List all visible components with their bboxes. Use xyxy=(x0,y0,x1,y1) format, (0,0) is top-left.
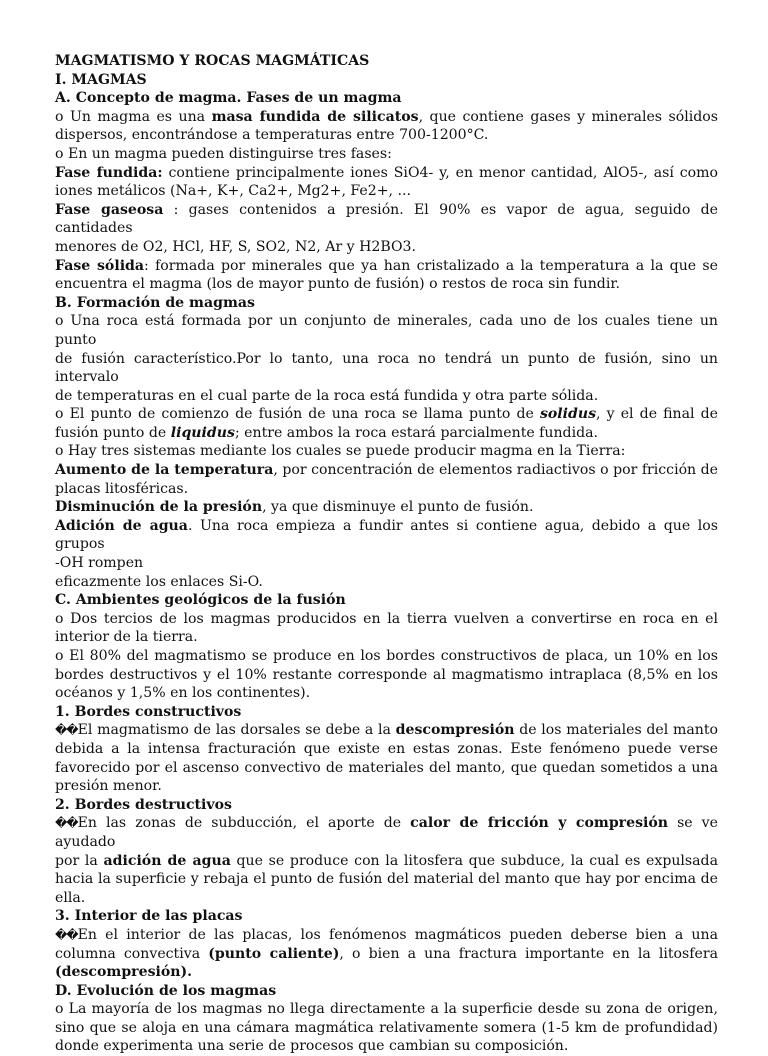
phase-solida-line: Fase sólida: formada por minerales que ya han cristalizado a la temperatura a la que se xyxy=(55,257,718,274)
heading-bordes-constructivos: 1. Bordes constructivos xyxy=(55,703,242,720)
subsection-heading-c: C. Ambientes geológicos de la fusión xyxy=(55,592,346,609)
document-title: MAGMATISMO Y ROCAS MAGMÁTICAS xyxy=(55,53,370,69)
paragraph-line: o En un magma pueden distinguirse tres fases: xyxy=(55,145,392,162)
paragraph-line: donde experimenta una serie de procesos que cambian su composición. xyxy=(55,1038,569,1055)
paragraph-line: columna convectiva (punto caliente), o bien a una fractura importante en la litosfera xyxy=(55,945,718,962)
paragraph-line: o Un magma es una masa fundida de silicatos, que contiene gases y minerales sólidos xyxy=(55,108,718,125)
missing-glyph-icon: �� xyxy=(55,723,78,738)
phase-gaseosa-line: Fase gaseosa : gases contenidos a presión. El 90% es vapor de agua, seguido de cantidades xyxy=(55,201,719,237)
paragraph-line: ��El magmatismo de las dorsales se debe a la descompresión de los materiales del manto xyxy=(55,722,718,739)
paragraph-line: o Dos tercios de los magmas producidos en la tierra vuelven a convertirse en roca en el xyxy=(55,610,718,627)
subsection-heading-b: B. Formación de magmas xyxy=(55,294,255,311)
paragraph-line: o El 80% del magmatismo se produce en los bordes constructivos de placa, un 10% en los xyxy=(55,648,718,664)
paragraph-line: eficazmente los enlaces Si-O. xyxy=(55,573,263,590)
paragraph-line: interior de la tierra. xyxy=(55,629,198,646)
paragraph-line: -OH rompen xyxy=(55,555,144,572)
heading-interior-placas: 3. Interior de las placas xyxy=(55,908,243,925)
paragraph-line: dispersos, encontrándose a temperaturas entre 700-1200°C. xyxy=(55,127,489,144)
paragraph-line: o El punto de comienzo de fusión de una roca se llama punto de solidus, y el de final de xyxy=(55,406,719,423)
phase-fundida-line: Fase fundida: contiene principalmente iones SiO4- y, en menor cantidad, AlO5-, así como xyxy=(55,164,718,181)
paragraph-line: hacia la superficie y rebaja el punto de fusión del material del manto que hay por encima de xyxy=(55,871,718,888)
paragraph-line: o La mayoría de los magmas no llega directamente a la superficie desde su zona de origen, xyxy=(55,1001,718,1018)
paragraph-line: encuentra el magma (los de mayor punto de fusión) o restos de roca sin fundir. xyxy=(55,276,620,293)
paragraph-line: de temperaturas en el cual parte de la roca está fundida y otra parte sólida. xyxy=(55,387,599,404)
paragraph-line: ella. xyxy=(55,889,86,906)
section-heading-magmas: I. MAGMAS xyxy=(55,71,147,88)
paragraph-line: de fusión característico.Por lo tanto, una roca no tendrá un punto de fusión, sino un intervalo xyxy=(55,350,718,386)
paragraph-line: placas litosféricas. xyxy=(55,480,189,497)
missing-glyph-icon: �� xyxy=(55,927,78,942)
mechanism-pressure-line: Disminución de la presión, ya que disminuye el punto de fusión. xyxy=(55,499,534,516)
paragraph-line: menores de O2, HCl, HF, S, SO2, N2, Ar y H2BO3. xyxy=(55,238,416,255)
paragraph-line: presión menor. xyxy=(55,778,162,795)
paragraph-line: océanos y 1,5% en los continentes). xyxy=(55,685,311,702)
paragraph-line: bordes destructivos y el 10% restante corresponde al magmatismo intraplaca (8,5% en los xyxy=(55,666,718,683)
paragraph-line: iones metálicos (Na+, K+, Ca2+, Mg2+, Fe2+, ... xyxy=(55,183,411,200)
paragraph-line: ��En el interior de las placas, los fenómenos magmáticos pueden deberse bien a una xyxy=(55,926,718,943)
missing-glyph-icon: �� xyxy=(55,816,78,831)
mechanism-temperature-line: Aumento de la temperatura, por concentración de elementos radiactivos o por fricción de xyxy=(55,462,718,479)
subsection-heading-a: A. Concepto de magma. Fases de un magma xyxy=(55,90,402,107)
mechanism-water-line: Adición de agua. Una roca empieza a fundir antes si contiene agua, debido a que los grupos xyxy=(55,517,718,553)
paragraph-line: por la adición de agua que se produce con la litosfera que subduce, la cual es expulsada xyxy=(55,852,718,869)
paragraph-line: ��En las zonas de subducción, el aporte de calor de fricción y compresión se ve ayudado xyxy=(55,815,718,850)
paragraph-line: fusión punto de liquidus; entre ambos la roca estará parcialmente fundida. xyxy=(55,424,598,441)
heading-bordes-destructivos: 2. Bordes destructivos xyxy=(55,796,232,813)
subsection-heading-d: D. Evolución de los magmas xyxy=(55,982,277,999)
paragraph-line: (descompresión). xyxy=(55,964,193,981)
paragraph-line: o Una roca está formada por un conjunto de minerales, cada uno de los cuales tiene un punto xyxy=(55,313,718,348)
paragraph-line: debida a la intensa fracturación que existe en estas zonas. Este fenómeno puede verse xyxy=(55,740,718,757)
paragraph-line: sino que se aloja en una cámara magmática relativamente somera (1-5 km de profundidad) xyxy=(55,1019,718,1036)
paragraph-line: favorecido por el ascenso convectivo de materiales del manto, que quedan sometidos a una xyxy=(55,759,718,776)
paragraph-line: o Hay tres sistemas mediante los cuales se puede producir magma en la Tierra: xyxy=(55,443,626,460)
